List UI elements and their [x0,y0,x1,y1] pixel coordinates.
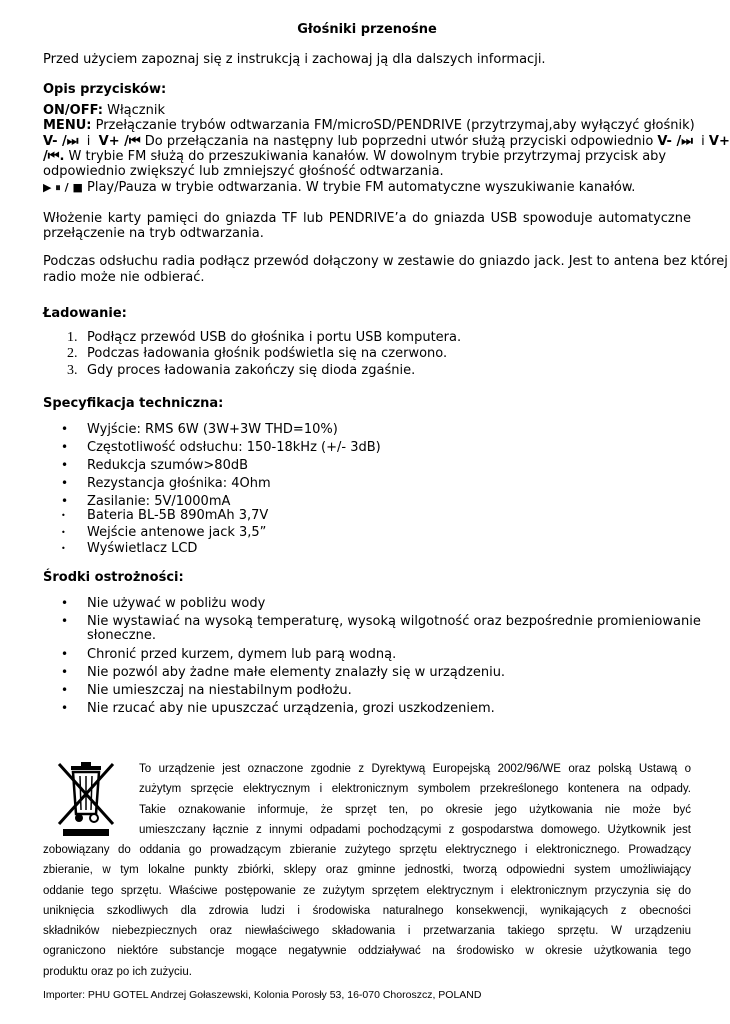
weee-line: zobowiązany do oddania go prowadzącym zbieranie zużytego sprzętu elektrycznego i elektronicznego. Prowadzący [43,844,691,856]
list-item [61,700,495,717]
weee-line: zużytym sprzęcie elektrycznym i elektronicznym symbolem przekreślonego kontenera na odpady. [139,783,691,795]
onoff-line [43,103,165,119]
list-text: Chronić przed kurzem, dymem lub parą wodną. [87,647,397,662]
play-pause-stop-icon: ▶ ⏸ / ■ [43,181,83,194]
list-item [61,664,505,681]
and-text-2: i [692,134,709,149]
list-text: Wyświetlacz LCD [87,541,198,556]
vplus-label-2: V+ [708,134,730,149]
bullet-icon: • [61,476,69,490]
weee-line: zbieranie, w tym lokalne punkty zbiórki, sklepy oraz gminne jednostki, tworzą odpowiedni system umożliwiający [43,864,691,876]
list-text: Nie pozwól aby żadne małe elementy znalazły się w urządzeniu. [87,665,506,680]
bullet-icon: • [61,511,66,520]
weee-line: składników niebezpiecznych oraz niewłaściwego składowania i przetwarzania takiego sprzętu. W urządzeniu [43,925,691,937]
volume-line-2-text: W trybie FM służą do przeszukiwania kanałów. W dowolnym trybie przytrzymaj przycisk aby [64,149,667,164]
specs-heading: Specyfikacja techniczna: [43,396,224,411]
bullet-icon: • [61,596,69,610]
list-text: Nie używać w pobliżu wody [87,596,266,611]
play-text: Play/Pauza w trybie odtwarzania. W trybie FM automatyczne wyszukiwanie kanałów. [82,180,636,195]
vminus-label: V- /⏭ [43,134,79,149]
list-text: Rezystancja głośnika: 4Ohm [87,476,271,491]
bullet-icon: • [61,647,69,661]
weee-line: oddanie tego sprzętu. Właściwe postępowanie ze zużytym sprzętem elektrycznym i elektronicznym przyczynia się do [43,885,691,897]
list-text: Bateria BL-5B 890mAh 3,7V [87,508,269,523]
volume-line-2 [43,149,666,165]
crossed-out-wheelie-bin-icon [53,758,119,838]
bullet-icon: • [61,665,69,679]
safety-heading: Środki ostrożności: [43,570,184,585]
list-item-continuation [61,628,156,644]
bullet-icon: • [61,422,69,436]
intro-text: Przed użyciem zapoznaj się z instrukcją i zachowaj ją dla dalszych informacji. [43,52,546,67]
weee-line: Takie oznakowanie informuje, że sprzęt ten, po okresie jego użytkowania nie może być [139,804,691,816]
list-item [61,525,266,542]
menu-text: Przełączanie trybów odtwarzania FM/microSD/PENDRIVE (przytrzymaj,aby wyłączyć głośnik) [91,118,695,133]
radio-para-line-2: radio może nie odbierać. [43,270,205,285]
volume-text: Do przełączania na następny lub poprzedni utwór służą przyciski odpowiednio [140,134,658,149]
weee-line: produktu oraz po ich zużyciu. [43,966,192,978]
card-para-line-2: przełączenie na tryb odtwarzania. [43,226,264,241]
weee-line: ograniczono niektóre substancje mogące negatywnie oddziaływać na środowisko w okresie użytkowania tego [43,945,691,957]
list-item [61,457,248,474]
list-item [61,541,197,558]
buttons-heading: Opis przycisków: [43,82,167,97]
list-number: 1. [67,330,78,345]
list-text: Zasilanie: 5V/1000mA [87,494,231,509]
bullet-icon: • [61,494,69,508]
onoff-text: Włącznik [102,103,165,118]
bullet-icon: • [61,683,69,697]
charging-heading: Ładowanie: [43,306,127,321]
list-text: Wyjście: RMS 6W (3W+3W THD=10%) [87,422,338,437]
volume-line-3: odpowiednio zwiększyć lub zmniejszyć głośność odtwarzania. [43,164,444,179]
list-text: słoneczne. [87,628,156,643]
bullet-icon: • [61,440,69,454]
list-item [67,363,415,379]
weee-line: umieszczany łącznie z innymi odpadami pochodzącymi z gospodarstwa domowego. Użytkownik jest [139,824,691,836]
list-item [67,330,461,346]
list-item [61,646,396,663]
bullet-icon: • [61,544,66,553]
vminus-label-2: V- /⏭ [657,134,693,149]
and-text-1: i [78,134,99,149]
list-item [61,439,381,456]
list-text: Podłącz przewód USB do głośnika i portu USB komputera. [87,330,462,345]
list-number: 3. [67,363,78,378]
importer-text: Importer: PHU GOTEL Andrzej Gołaszewski, Kolonia Porosły 53, 16-070 Choroszcz, POLAND [43,989,482,1001]
play-line [43,180,635,196]
card-para-line-1: Włożenie karty pamięci do gniazda TF lub PENDRIVE’a do gniazda USB spowoduje automatyczne [43,211,691,226]
list-text: Wejście antenowe jack 3,5” [87,525,267,540]
bullet-icon: • [61,701,69,715]
bullet-icon: • [61,458,69,472]
list-item [61,595,265,612]
bullet-icon: • [61,614,69,628]
weee-line: To urządzenie jest oznaczone zgodnie z Dyrektywą Europejską 2002/96/WE oraz polską Ustawą o [139,763,691,775]
weee-line: uniknięcia szkodliwych dla zdrowia ludzi i środowiska naturalnego konsekwencji, wynikających z obecności [43,905,691,917]
list-text: Nie umieszczaj na niestabilnym podłożu. [87,683,352,698]
list-item [61,475,271,492]
list-item [67,346,447,362]
list-item [61,421,338,438]
list-item [61,508,268,525]
list-text: Nie rzucać aby nie upuszczać urządzenia, grozi uszkodzeniem. [87,701,495,716]
radio-para-line-1: Podczas odsłuchu radia podłącz przewód dołączony w zestawie do gniazdo jack. Jest to antena bez której [43,254,728,269]
list-text: Redukcja szumów>80dB [87,458,249,473]
vplus-label: V+ /⏮ [98,134,141,149]
prev-track-label: /⏮. [43,149,65,164]
list-text: Gdy proces ładowania zakończy się dioda zgaśnie. [87,363,416,378]
list-text: Nie wystawiać na wysoką temperaturę, wysoką wilgotność oraz bezpośrednie promieniowanie [87,614,701,629]
menu-label: MENU: [43,118,92,133]
menu-line [43,118,695,134]
volume-line-1 [43,134,730,150]
onoff-label: ON/OFF: [43,103,103,118]
bullet-icon: • [61,528,66,537]
list-text: Częstotliwość odsłuchu: 150-18kHz (+/- 3dB) [87,440,381,455]
page-title: Głośniki przenośne [297,22,437,37]
list-text: Podczas ładowania głośnik podświetla się na czerwono. [87,346,448,361]
list-number: 2. [67,346,78,361]
list-item [61,682,352,699]
